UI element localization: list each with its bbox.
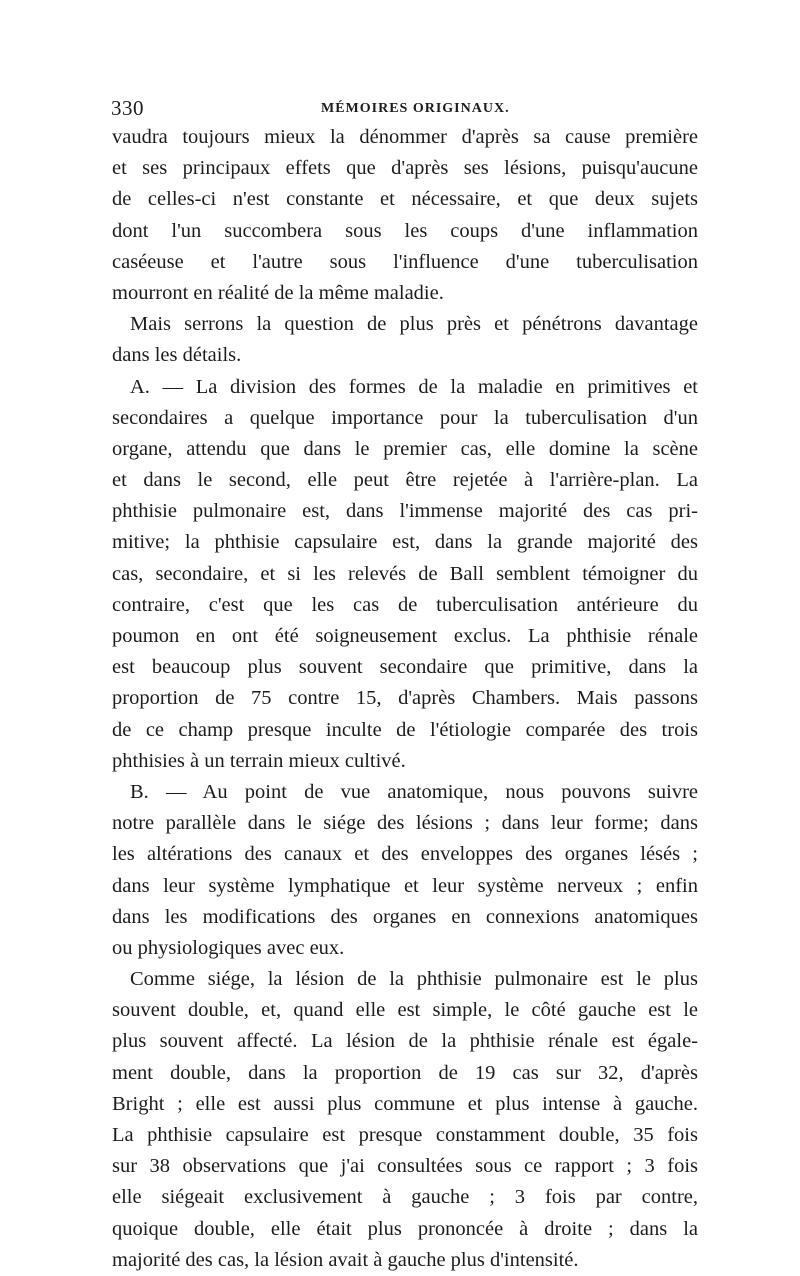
text-line: cas, secondaire, et si les relevés de Ball semblent témoigner du <box>112 562 698 585</box>
text-line: contraire, c'est que les cas de tuberculisation antérieure du <box>112 593 698 616</box>
text-line: caséeuse et l'autre sous l'influence d'une tuberculisation <box>112 250 698 273</box>
text-line: A. — La division des formes de la maladie en primitives et <box>130 375 698 398</box>
text-line: vaudra toujours mieux la dénommer d'après sa cause première <box>112 126 698 148</box>
running-title: MÉMOIRES ORIGINAUX. <box>321 101 510 116</box>
text-line: La phthisie capsulaire est presque constamment double, 35 fois <box>112 1124 698 1146</box>
text-line: secondaires a quelque importance pour la tuberculisation d'un <box>112 406 698 429</box>
text-line: de ce champ presque inculte de l'étiologie comparée des trois <box>112 718 698 741</box>
text-line: notre parallèle dans le siége des lésions ; dans leur forme; dans <box>112 812 698 835</box>
text-line: de celles-ci n'est constante et nécessaire, et que deux sujets <box>112 188 698 211</box>
body-text <box>112 122 698 1276</box>
text-line: B. — Au point de vue anatomique, nous pouvons suivre <box>130 780 698 803</box>
text-line: organe, attendu que dans le premier cas, elle domine la scène <box>112 437 698 460</box>
text-line: phthisie pulmonaire est, dans l'immense majorité des cas pri- <box>112 500 698 523</box>
text-line: phthisies à un terrain mieux cultivé. <box>112 749 406 772</box>
text-line: mitive; la phthisie capsulaire est, dans la grande majorité des <box>112 531 698 554</box>
text-line: et ses principaux effets que d'après ses lésions, puisqu'aucune <box>112 157 698 180</box>
text-line: elle siégeait exclusivement à gauche ; 3 fois par contre, <box>112 1186 698 1209</box>
text-line: Comme siége, la lésion de la phthisie pulmonaire est le plus <box>130 968 698 991</box>
text-line: plus souvent affecté. La lésion de la phthisie rénale est égale- <box>112 1030 698 1053</box>
text-line: ment double, dans la proportion de 19 cas sur 32, d'après <box>112 1061 698 1084</box>
text-line: majorité des cas, la lésion avait à gauche plus d'intensité. <box>112 1248 579 1271</box>
text-line: est beaucoup plus souvent secondaire que primitive, dans la <box>112 656 698 679</box>
text-line: proportion de 75 contre 15, d'après Chambers. Mais passons <box>112 687 698 710</box>
text-line: Mais serrons la question de plus près et pénétrons davantage <box>130 313 698 336</box>
text-line: dans leur système lymphatique et leur système nerveux ; enfin <box>112 874 698 897</box>
page-number: 330 <box>111 96 144 120</box>
page-header <box>111 96 698 122</box>
text-line: mourront en réalité de la même maladie. <box>112 281 444 304</box>
text-line: dans les détails. <box>112 344 242 367</box>
text-line: poumon en ont été soigneusement exclus. La phthisie rénale <box>112 625 698 647</box>
text-line: dans les modifications des organes en connexions anatomiques <box>112 905 698 928</box>
text-line: sur 38 observations que j'ai consultées sous ce rapport ; 3 fois <box>112 1155 698 1178</box>
text-line: souvent double, et, quand elle est simple, le côté gauche est le <box>112 999 698 1022</box>
text-line: et dans le second, elle peut être rejetée à l'arrière-plan. La <box>112 469 698 492</box>
text-line: les altérations des canaux et des enveloppes des organes lésés ; <box>112 843 698 866</box>
text-line: ou physiologiques avec eux. <box>112 936 345 959</box>
text-line: Bright ; elle est aussi plus commune et plus intense à gauche. <box>112 1092 698 1115</box>
text-line: dont l'un succombera sous les coups d'une inflammation <box>112 219 698 242</box>
text-line: quoique double, elle était plus prononcée à droite ; dans la <box>112 1217 698 1240</box>
